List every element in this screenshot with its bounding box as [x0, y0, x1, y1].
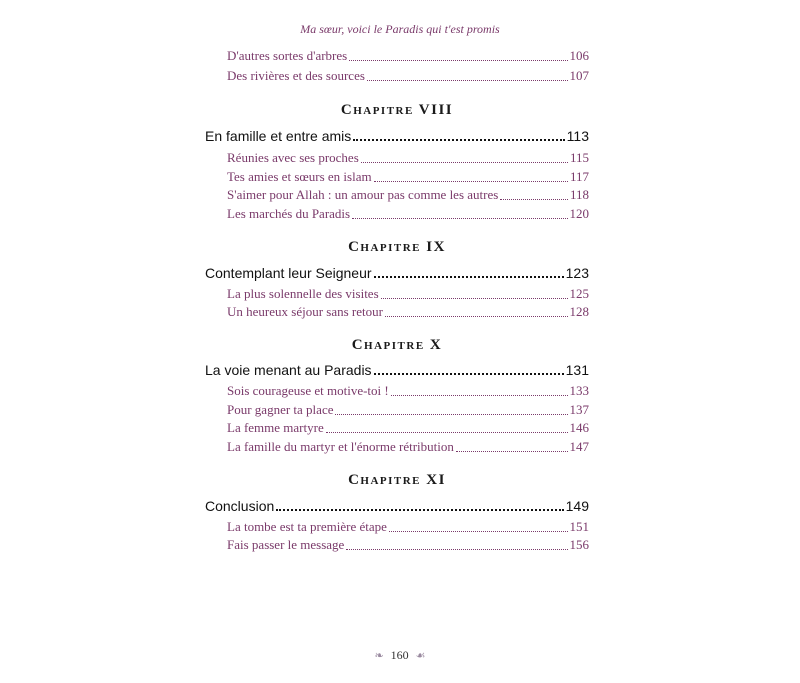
toc-section-entry: [205, 498, 589, 514]
running-head: Ma sœur, voici le Paradis qui t'est promis: [300, 22, 500, 36]
dot-leader: [352, 218, 567, 219]
toc-entry-page: 146: [569, 420, 589, 435]
toc-entry-label: La tombe est ta première étape: [227, 519, 387, 534]
toc-entry-page: 156: [569, 537, 589, 552]
toc-subsection-entry: [227, 169, 589, 185]
page-footer: [0, 648, 800, 663]
toc-subsection-entry: [227, 286, 589, 302]
dot-leader: [367, 80, 568, 81]
chapter-heading: Chapitre XI: [348, 472, 446, 488]
toc-entry-page: 125: [569, 286, 589, 301]
toc-entry-page: 117: [569, 169, 589, 184]
toc-subsection-entry: [227, 68, 589, 84]
toc-entry-page: 123: [565, 265, 589, 281]
dot-leader: [374, 276, 564, 278]
toc-subsection-entry: [227, 304, 589, 320]
toc-entry-label: Les marchés du Paradis: [227, 206, 351, 221]
chapter-heading: Chapitre IX: [348, 239, 446, 255]
chapter-heading: Chapitre X: [351, 337, 443, 353]
toc-entry-page: 137: [569, 402, 589, 417]
toc-section-entry: [205, 265, 589, 281]
toc-entry-label: La plus solennelle des visites: [227, 286, 379, 301]
toc-subsection-entry: [227, 519, 589, 535]
dot-leader: [500, 199, 568, 200]
toc-entry-page: 128: [569, 304, 589, 319]
toc-entry-label: Des rivières et des sources: [227, 68, 365, 83]
toc-entry-page: 133: [569, 383, 589, 398]
toc-section-entry: [205, 362, 589, 378]
toc-entry-label: La voie menant au Paradis: [205, 362, 372, 378]
dot-leader: [374, 373, 564, 375]
toc-entry-page: 118: [569, 187, 589, 202]
toc-section-entry: [205, 128, 589, 144]
toc-entry-label: Pour gagner ta place: [227, 402, 334, 417]
dot-leader: [361, 162, 568, 163]
toc-entry-label: Un heureux séjour sans retour: [227, 304, 383, 319]
toc-subsection-entry: [227, 537, 589, 553]
toc-entry-page: 131: [565, 362, 589, 378]
leaf-ornament-left-icon: ❧: [374, 650, 384, 662]
toc-entry-label: D'autres sortes d'arbres: [227, 48, 348, 63]
dot-leader: [346, 549, 567, 550]
toc-entry-label: S'aimer pour Allah : un amour pas comme les autres: [227, 187, 499, 202]
dot-leader: [456, 451, 568, 452]
dot-leader: [353, 139, 564, 141]
toc-subsection-entry: [227, 420, 589, 436]
toc-subsection-entry: [227, 187, 589, 203]
toc-entry-label: En famille et entre amis: [205, 128, 352, 144]
dot-leader: [349, 60, 567, 61]
toc-entry-page: 113: [566, 128, 589, 144]
dot-leader: [391, 395, 568, 396]
toc-entry-label: Contemplant leur Seigneur: [205, 265, 372, 281]
toc-subsection-entry: [227, 48, 589, 64]
toc-subsection-entry: [227, 439, 589, 455]
dot-leader: [326, 432, 568, 433]
toc-entry-label: Sois courageuse et motive-toi !: [227, 383, 389, 398]
dot-leader: [335, 414, 567, 415]
dot-leader: [381, 298, 568, 299]
page-number: 160: [390, 648, 409, 662]
toc-entry-label: La famille du martyr et l'énorme rétribution: [227, 439, 454, 454]
toc-entry-page: 147: [569, 439, 589, 454]
dot-leader: [276, 509, 563, 511]
toc-entry-page: 107: [569, 68, 589, 83]
toc-subsection-entry: [227, 150, 589, 166]
dot-leader: [374, 181, 568, 182]
toc-entry-label: La femme martyre: [227, 420, 324, 435]
dot-leader: [385, 316, 568, 317]
toc-entry-page: 115: [569, 150, 589, 165]
toc-entry-page: 149: [565, 498, 589, 514]
toc-subsection-entry: [227, 383, 589, 399]
toc-entry-page: 120: [569, 206, 589, 221]
toc-entry-label: Tes amies et sœurs en islam: [227, 169, 372, 184]
toc-entry-label: Fais passer le message: [227, 537, 345, 552]
dot-leader: [389, 531, 568, 532]
chapter-heading: Chapitre VIII: [340, 102, 454, 118]
toc-subsection-entry: [227, 206, 589, 222]
leaf-ornament-right-icon: ☙: [415, 650, 426, 662]
toc-subsection-entry: [227, 402, 589, 418]
toc-entry-label: Conclusion: [205, 498, 275, 514]
toc-entry-page: 151: [569, 519, 589, 534]
toc-entry-label: Réunies avec ses proches: [227, 150, 359, 165]
toc-entry-page: 106: [569, 48, 589, 63]
